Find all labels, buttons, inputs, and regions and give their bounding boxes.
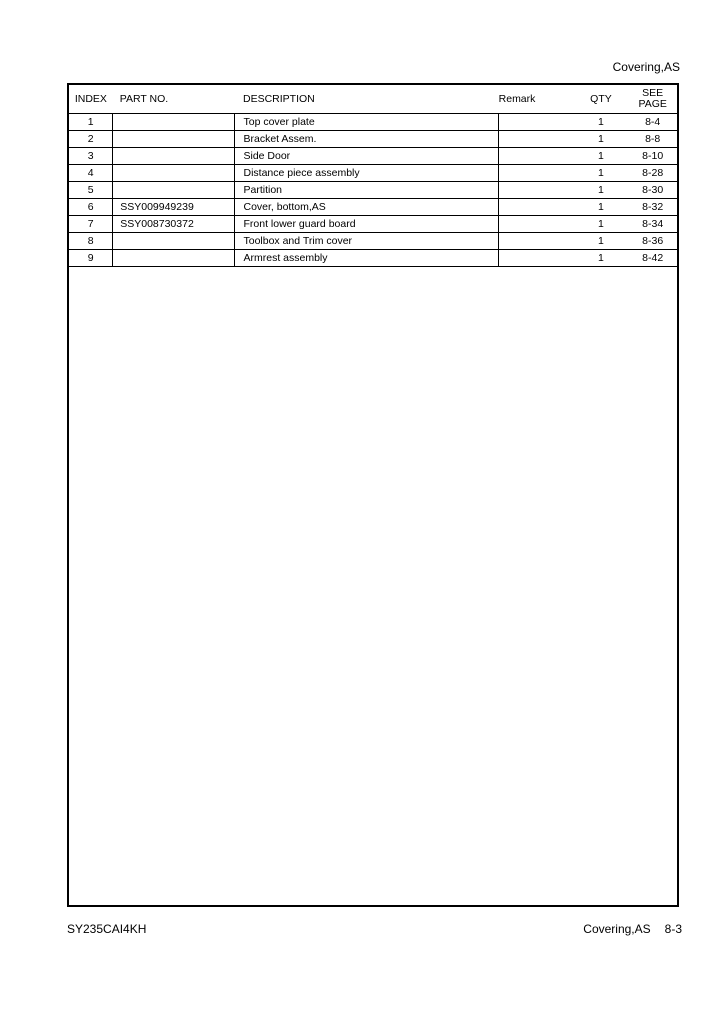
cell-see-page: 8-36: [628, 233, 677, 250]
cell-description: Top cover plate: [235, 114, 499, 131]
cell-remark: [499, 233, 574, 250]
cell-part-no: [113, 233, 235, 250]
cell-see-page: 8-34: [628, 216, 677, 233]
footer-model: SY235CAI4KH: [67, 922, 147, 936]
footer-section: Covering,AS: [583, 922, 651, 936]
table-row: [69, 114, 677, 131]
cell-description: Cover, bottom,AS: [235, 199, 499, 216]
cell-qty: 1: [574, 250, 629, 267]
cell-part-no: [113, 250, 235, 267]
table-row: [69, 250, 677, 267]
footer-section-page: [583, 922, 682, 936]
page-header-title: Covering,AS: [612, 60, 680, 74]
header-qty: QTY: [590, 92, 612, 105]
cell-index: 4: [69, 165, 113, 182]
cell-remark: [499, 182, 574, 199]
cell-description: Toolbox and Trim cover: [235, 233, 499, 250]
table-row: [69, 131, 677, 148]
header-part-no: PART NO.: [119, 92, 169, 105]
cell-index: 7: [69, 216, 113, 233]
header-remark: Remark: [498, 92, 536, 105]
header-see-page: [628, 85, 677, 114]
cell-see-page: 8-30: [628, 182, 677, 199]
cell-description: Distance piece assembly: [235, 165, 499, 182]
cell-qty: 1: [574, 182, 629, 199]
table-row: [69, 199, 677, 216]
cell-description: Bracket Assem.: [235, 131, 499, 148]
cell-part-no: SSY008730372: [113, 216, 235, 233]
cell-qty: 1: [574, 233, 629, 250]
cell-index: 6: [69, 199, 113, 216]
cell-description: Partition: [235, 182, 499, 199]
footer-page-number: 8-3: [664, 922, 682, 936]
cell-remark: [499, 148, 574, 165]
header-description: DESCRIPTION: [242, 92, 315, 105]
cell-qty: 1: [574, 114, 629, 131]
cell-index: 5: [69, 182, 113, 199]
cell-see-page: 8-10: [628, 148, 677, 165]
cell-qty: 1: [574, 199, 629, 216]
cell-description: Side Door: [235, 148, 499, 165]
cell-index: 8: [69, 233, 113, 250]
table-row: [69, 165, 677, 182]
cell-remark: [499, 131, 574, 148]
cell-remark: [499, 165, 574, 182]
table-row: [69, 148, 677, 165]
cell-part-no: [113, 148, 235, 165]
header-index: INDEX: [74, 92, 107, 105]
cell-index: 9: [69, 250, 113, 267]
table-row: [69, 216, 677, 233]
cell-qty: 1: [574, 216, 629, 233]
cell-index: 1: [69, 114, 113, 131]
table-row: [69, 182, 677, 199]
cell-see-page: 8-4: [628, 114, 677, 131]
cell-part-no: [113, 114, 235, 131]
cell-index: 3: [69, 148, 113, 165]
table-header-row: [69, 85, 677, 114]
cell-remark: [499, 199, 574, 216]
parts-list-frame: [67, 83, 679, 907]
cell-see-page: 8-28: [628, 165, 677, 182]
cell-qty: 1: [574, 148, 629, 165]
cell-see-page: 8-8: [628, 131, 677, 148]
cell-qty: 1: [574, 165, 629, 182]
cell-part-no: [113, 182, 235, 199]
cell-remark: [499, 250, 574, 267]
cell-description: Armrest assembly: [235, 250, 499, 267]
header-see-page-line2: PAGE: [638, 98, 667, 110]
cell-description: Front lower guard board: [235, 216, 499, 233]
cell-part-no: [113, 131, 235, 148]
cell-part-no: [113, 165, 235, 182]
table-row: [69, 233, 677, 250]
cell-see-page: 8-42: [628, 250, 677, 267]
cell-part-no: SSY009949239: [113, 199, 235, 216]
cell-qty: 1: [574, 131, 629, 148]
parts-table: [69, 85, 677, 267]
cell-remark: [499, 216, 574, 233]
cell-see-page: 8-32: [628, 199, 677, 216]
cell-index: 2: [69, 131, 113, 148]
header-see-page-line1: SEE: [642, 87, 664, 99]
cell-remark: [499, 114, 574, 131]
